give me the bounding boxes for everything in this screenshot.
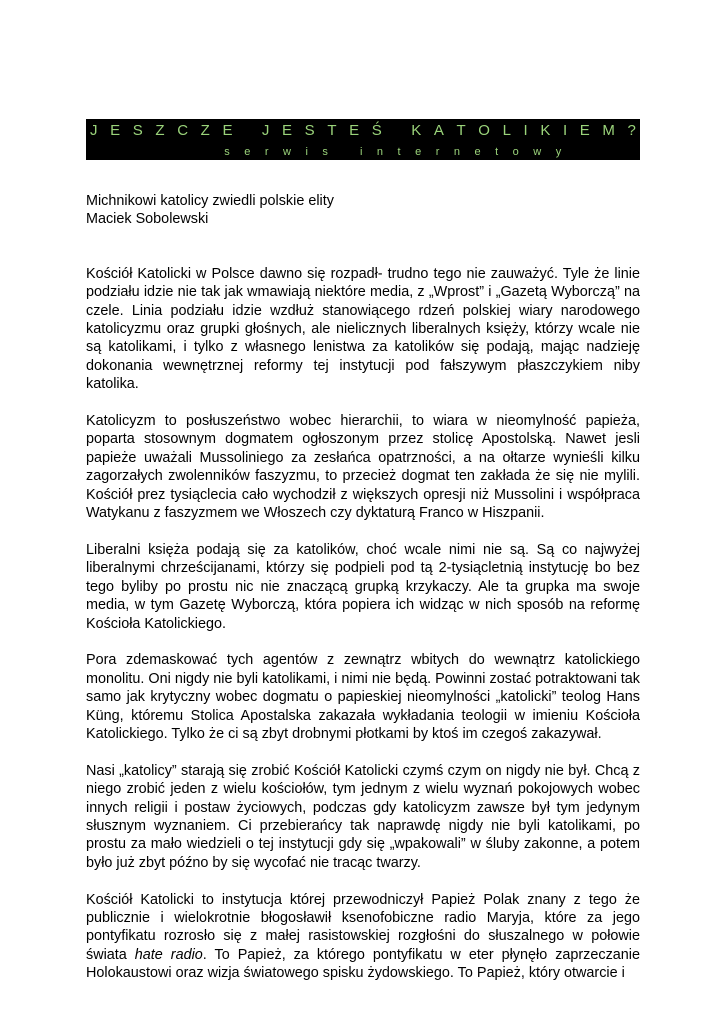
site-title-letter: S: [132, 121, 143, 139]
site-title-letter: I: [523, 121, 528, 139]
article-headline: Michnikowi katolicy zwiedli polskie elity: [86, 193, 334, 209]
site-title-letter: L: [502, 121, 511, 139]
paragraph: Katolicyzm to posłuszeństwo wobec hierarchii, to wiara w nieomylność papieża, poparta stosownym dogmatem ogłoszonym przez stolicę Apostolską. Nawet jesli papieże uważali Mussoliniego za zesłańca opatrzności, a na ołtarze wynieśli kilku zagorzałych zwolenników faszyzmu, to przecież dogmat ten zakłada że się nie mylili. Kościół prez tysiąclecia cało wychodził z większych opresji niż Mussolini i współpraca Watykanu z faszyzmem we Włoszech czy dyktaturą Franco w Hiszpanii.: [86, 413, 640, 522]
article-heading: [86, 192, 640, 229]
paragraph: Kościół Katolicki w Polsce dawno się rozpadł- trudno tego nie zauważyć. Tyle że linie podziału idzie nie tak jak wmawiają niektóre media, z „Wprost” i „Gazetą Wyborczą” na czele. Linia podziału idzie wzdłuż stanowiącego rdzeń polskiej wiary narodowego katolicyzmu oraz grupki głośnych, ale nielicznych liberalnych księży, którzy wcale nie są katolikami, i tylko z własnego lenistwa za katolików się podają, mając nadzieję dokonania wewnętrznej reformy tej instytucji pod fałszywym płaszczykiem niby katolika.: [86, 265, 640, 393]
site-title-letter: J: [261, 121, 270, 139]
site-title-letter: E: [349, 121, 360, 139]
paragraph: Nasi „katolicy” starają się zrobić Kościół Katolicki czymś czym on nigdy nie był. Chcą z niego zrobić jeden z wielu kościołów, tym jednym z wielu wyznań pokojowych wobec innych religii i postaw życiowych, podczas gdy katolicyzm zawsze był tym jedynym słusznym wyznaniem. Ci przebierańcy tak naprawdę nigdy nie byli katolikami, po prostu za mało wiedzieli o tej instytucji gdy się „wpakowali” w śluby zakonne, a potem było już zbyt późno by się wycofać nie tracąc twarzy.: [86, 762, 640, 871]
site-title-letter: Z: [155, 121, 165, 139]
site-title-letter: J: [90, 121, 98, 139]
site-title-letter: I: [562, 121, 568, 139]
site-title-letter: Ś: [371, 121, 382, 139]
site-title-letter: E: [282, 121, 293, 139]
site-title-letter: T: [456, 121, 466, 139]
paragraph: Liberalni księża podają się za katolików, choć wcale nimi nie są. Są co najwyżej liberalnymi chrześcijanami, którzy się podpieli pod tą 2-tysiącletnią instytucję bo bez tego byliby po prostu nic nie znaczącą grupką krzykaczy. Ale ta grupka ma swoje media, w tym Gazetę Wyborczą, która popiera ich widząc w nich sposób na reformę Kościoła Katolickiego.: [86, 541, 640, 632]
site-title-letter: [394, 122, 398, 139]
paragraph-text: . To Papież, za którego pontyfikatu w eter płynęło zaprzeczanie Holokaustowi oraz wizja światowego spisku żydowskiego. To Papież, który otwarcie i: [86, 946, 640, 982]
site-title-letter: K: [540, 121, 551, 139]
site-title-letter: E: [222, 121, 233, 139]
site-title-letter: K: [411, 121, 422, 139]
paragraph-text: Kościół Katolicki to instytucja której przewodniczył Papież Polak znany z tego że publicznie i wielokrotnie błogosławił ksenofobiczne radio Maryja, które za jego pontyfikatu rozrosło się z małej rasistowskiej rozgłośni do słuszalnego w połowie świata: [86, 891, 640, 963]
site-title-letter: Z: [200, 121, 210, 139]
article: [86, 192, 640, 983]
site-title-letter: ?: [627, 121, 636, 139]
site-title-letter: O: [478, 121, 490, 139]
site-title-letter: E: [579, 121, 590, 139]
article-author: Maciek Sobolewski: [86, 211, 209, 228]
paragraph: Pora zdemaskować tych agentów z zewnątrz wbitych do wewnątrz katolickiego monolitu. Oni nigdy nie byli katolikami, i nimi nie będą. Powinni zostać potraktowani tak samo jak krytyczny wobec dogmatu o papieskiej nieomylności „katolicki” teolog Hans Küng, któremu Stolica Apostalska zakazała wykładania teologii w imieniu Kościoła Katolickiego. Tylko że ci są zbyt drobnymi płotkami by ktoś im czegoś zakazywał.: [86, 652, 640, 742]
site-title-letter: [245, 122, 249, 139]
site-title-letter: S: [304, 121, 315, 139]
site-title-letter: M: [602, 121, 615, 139]
emphasis-text: hate radio: [134, 946, 203, 963]
site-subtitle: serwis internetowy: [224, 146, 576, 158]
site-title-letter: A: [433, 121, 444, 139]
site-banner: [86, 119, 640, 160]
site-title-letter: E: [110, 121, 121, 139]
site-title: [86, 119, 640, 141]
site-title-letter: C: [177, 121, 189, 139]
paragraph: [86, 891, 640, 983]
article-body: [86, 265, 640, 983]
site-title-letter: T: [327, 121, 337, 139]
